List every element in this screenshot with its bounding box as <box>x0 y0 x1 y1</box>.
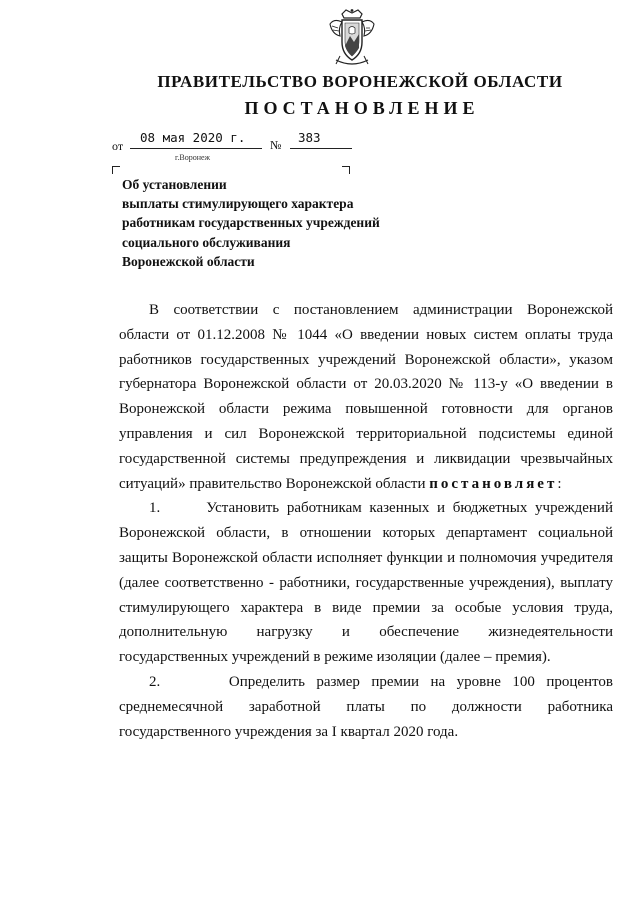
document-subject <box>122 175 442 271</box>
document-city: г.Воронеж <box>175 153 211 162</box>
preamble-paragraph <box>119 298 613 496</box>
document-date: 08 мая 2020 г. <box>140 130 246 145</box>
organization-name: ПРАВИТЕЛЬСТВО ВОРОНЕЖСКОЙ ОБЛАСТИ <box>157 72 563 91</box>
document-meta-row <box>0 132 640 152</box>
document-body <box>119 298 613 744</box>
number-underline <box>290 148 352 149</box>
decision-colon: : <box>557 475 562 492</box>
subject-line: социального обслуживания <box>122 234 291 250</box>
subject-line: работникам государственных учреждений <box>122 215 380 231</box>
preamble-text: В соответствии с постановлением администрации Воронежской области от 01.12.2008 № 1044 «О введении новых систем оплаты труда работников государственных учреждений Воронежской области», указом губернатора Воронежской области от 20.03.2020 № 113-у «О введении в Воронежской области режима повышенной готовности для органов управления и сил Воронежской территориальной подсистемы единой государственной системы предупреждения и ликвидации чрезвычайных ситуаций» правительство Воронежской области <box>119 302 613 492</box>
subject-line: Об установлении <box>122 177 227 192</box>
clause-1: 1. Установить работникам казенных и бюджетных учреждений Воронежской области, в отношении которых департамент социальной защиты Воронежской области исполняет функции и полномочия учредителя (далее соответственно - работники, государственные учреждения), выплату стимулирующего характера в виде премии за особые условия труда, дополнительную нагрузку и обеспечение жизнедеятельности государственных учреждений в режиме изоляции (далее – премия). <box>119 500 613 666</box>
coat-of-arms-icon <box>326 8 378 68</box>
clause-2: 2. Определить размер премии на уровне 100 процентов среднемесячной заработной платы по должности работника государственного учреждения за I квартал 2020 года. <box>119 673 613 740</box>
date-underline <box>130 148 262 149</box>
date-label: от <box>112 139 124 153</box>
subject-line: выплаты стимулирующего характера <box>122 196 354 212</box>
subject-line: Воронежской области <box>122 253 255 269</box>
number-label: № <box>270 138 282 152</box>
document-number: 383 <box>298 130 321 145</box>
subject-right-corner-mark <box>342 166 350 174</box>
subject-left-corner-mark <box>112 166 120 174</box>
decision-word: постановляет <box>429 475 558 492</box>
document-type: ПОСТАНОВЛЕНИЕ <box>244 98 480 118</box>
